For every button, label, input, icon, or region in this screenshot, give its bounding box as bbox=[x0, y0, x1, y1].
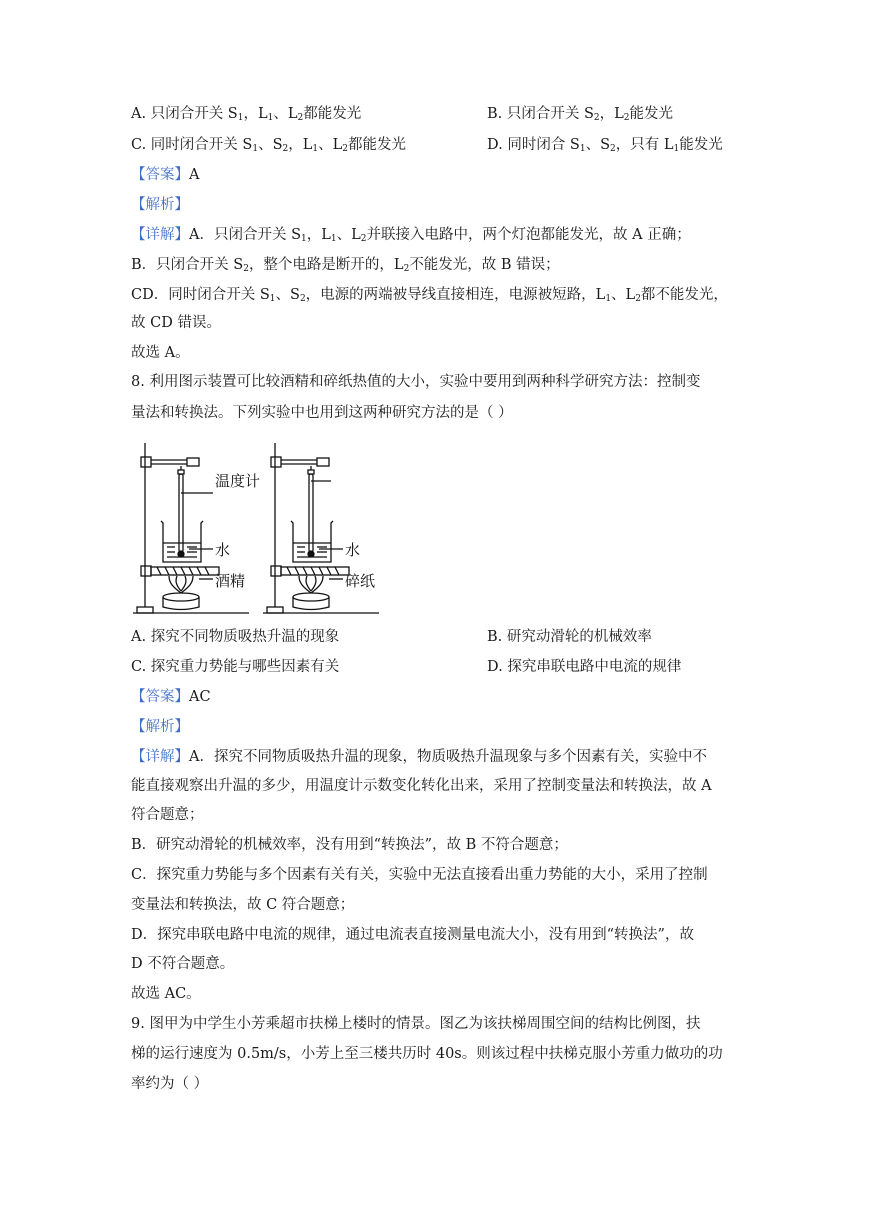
q7-option-d: D. 同时闭合 $S_1$、$S_2$，只有 $L_1$能发光 bbox=[487, 137, 723, 154]
q7-detail-line-2: B．只闭合开关 $S_2$，整个电路是断开的，$L_2$不能发光，故 B 错误； bbox=[131, 257, 560, 274]
q8-stem-line-2: 量法和转换法。下列实验中也用到这两种研究方法的是（ ） bbox=[131, 405, 513, 421]
q7-detail-line-1: 【详解】A．只闭合开关 $S_1$，$L_1$、$L_2$并联接入电路中，两个灯泡都能发光，故 A 正确； bbox=[131, 227, 691, 244]
q8-detail-line-4: B．研究动滑轮的机械效率，没有用到“转换法”，故 B 不符合题意； bbox=[131, 837, 568, 853]
q8-option-d: D. 探究串联电路中电流的规律 bbox=[487, 659, 682, 675]
q8-detail-line-2: 能直接观察出升温的多少，用温度计示数变化转化出来，采用了控制变量法和转换法，故 A bbox=[131, 778, 712, 794]
q8-detail-line-3: 符合题意； bbox=[131, 807, 204, 823]
q9-stem-line-3: 率约为（ ） bbox=[131, 1076, 209, 1092]
q7-detail-line-3: CD．同时闭合开关 $S_1$、$S_2$，电源的两端被导线直接相连，电源被短路，$L_1$、$L_2$都不能发光， bbox=[131, 287, 728, 304]
q7-option-c: C. 同时闭合开关 $S_1$、$S_2$，$L_1$、$L_2$都能发光 bbox=[131, 137, 406, 154]
q7-conclusion: 故选 A。 bbox=[131, 345, 190, 361]
q8-detail-line-6: 变量法和转换法，故 C 符合题意； bbox=[131, 897, 355, 913]
q8-conclusion: 故选 AC。 bbox=[131, 986, 201, 1002]
q8-apparatus-figure bbox=[131, 433, 396, 619]
paper-label: 碎纸 bbox=[345, 572, 376, 590]
q8-option-a: A. 探究不同物质吸热升温的现象 bbox=[131, 629, 340, 645]
q7-answer: 【答案】A bbox=[131, 167, 200, 183]
q8-detail-line-8: D 不符合题意。 bbox=[131, 956, 235, 972]
q7-analysis-tag: 【解析】 bbox=[131, 197, 189, 213]
q8-stem-line-1: 8. 利用图示装置可比较酒精和碎纸热值的大小，实验中要用到两种科学研究方法：控制变 bbox=[131, 374, 701, 390]
q8-option-b: B. 研究动滑轮的机械效率 bbox=[487, 629, 652, 645]
q8-answer: 【答案】AC bbox=[131, 689, 211, 705]
q8-option-c: C. 探究重力势能与哪些因素有关 bbox=[131, 659, 340, 675]
q7-option-b: B. 只闭合开关 $S_2$，$L_2$能发光 bbox=[487, 106, 674, 123]
q9-stem-line-2: 梯的运行速度为 0.5m/s，小芳上至三楼共历时 40s。则该过程中扶梯克服小芳重力做功的功 bbox=[131, 1046, 723, 1062]
q8-detail-line-5: C．探究重力势能与多个因素有关有关，实验中无法直接看出重力势能的大小，采用了控制 bbox=[131, 867, 708, 883]
q8-analysis-tag: 【解析】 bbox=[131, 719, 189, 735]
q8-detail-line-1: 【详解】A．探究不同物质吸热升温的现象，物质吸热升温现象与多个因素有关，实验中不 bbox=[131, 749, 707, 765]
water-label-right: 水 bbox=[345, 541, 361, 559]
q9-stem-line-1: 9. 图甲为中学生小芳乘超市扶梯上楼时的情景。图乙为该扶梯周围空间的结构比例图，扶 bbox=[131, 1016, 701, 1032]
q8-detail-line-7: D．探究串联电路中电流的规律，通过电流表直接测量电流大小，没有用到“转换法”，故 bbox=[131, 927, 694, 943]
water-label-left: 水 bbox=[215, 541, 231, 559]
thermometer-label: 温度计 bbox=[215, 472, 261, 490]
q7-detail-line-4: 故 CD 错误。 bbox=[131, 315, 221, 331]
q7-option-a: A. 只闭合开关 $S_1$，$L_1$、$L_2$都能发光 bbox=[131, 106, 362, 123]
alcohol-label: 酒精 bbox=[215, 572, 246, 590]
